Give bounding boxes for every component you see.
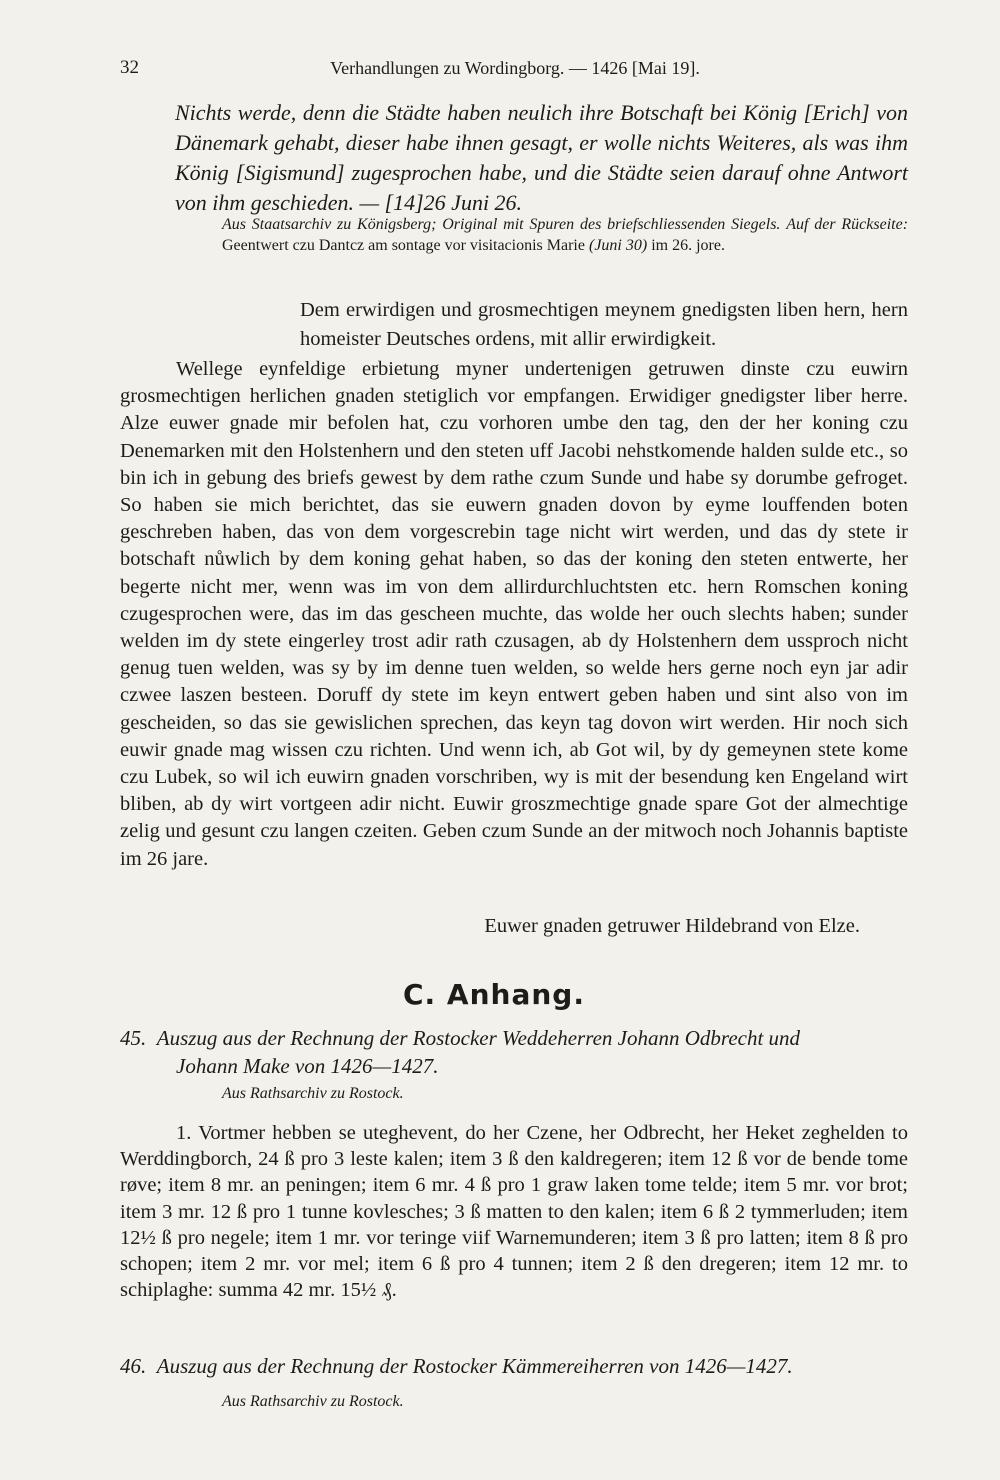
entry-46-heading [120, 1352, 908, 1380]
entry-45-text: 1. Vortmer hebben se uteghevent, do her Czene, her Odbrecht, her Heket zeghelden to Werddingborch, 24 ß pro 3 leste kalen; item 3 ß den kaldregeren; item 12 ß vor de bende tome røve; item 8 mr. an peningen; item 6 mr. 4 ß pro 1 graw laken tome telde; item 5 mr. vor brot; item 3 mr. 12 ß pro 1 tunne kovlesches; 3 ß matten to den kalen; item 6 ß 2 tymmerluden; item 12½ ß pro negele; item 1 mr. vor teringe viif Warnemunderen; item 3 ß pro latten; item 8 ß pro schopen; item 2 mr. vor mel; item 6 ß pro 4 tunnen; item 2 ß den dregeren; item 12 mr. to schiplaghe: summa 42 mr. 15½ ₰. [120, 1122, 908, 1302]
source-archive: Aus Staatsarchiv zu Königsberg; Original mit Spuren des briefschliessenden Siegels. [222, 216, 781, 233]
entry-45-title-line2: Johann Make von 1426—1427. [176, 1054, 439, 1078]
letter-address: Dem erwirdigen und grosmechtigen meynem gnedigsten liben hern, hern homeister Deutsches ordens, mit allir erwirdigkeit. [300, 299, 908, 350]
regest-summary: Nichts werde, denn die Städte haben neulich ihre Botschaft bei König [Erich] von Dänemark gehabt, dieser habe ihnen gesagt, er wolle nichts Weiteres, als was ihm König [Sigismund] zugesprochen habe, und die Städte seien darauf ohne Antwort von ihm geschieden. — [14]26 Juni 26. [175, 100, 908, 215]
source-reverse-date: (Juni 30) [588, 237, 648, 254]
running-head: Verhandlungen zu Wordingborg. — 1426 [Mai 19]. [330, 58, 700, 78]
entry-46-source: Aus Rathsarchiv zu Rostock. [222, 1393, 404, 1410]
entry-45-number: 45. [120, 1026, 147, 1050]
entry-45-title-line1 [120, 1024, 908, 1052]
entry-45-title: Auszug aus der Rechnung der Rostocker Weddeherren Johann Odbrecht und [156, 1026, 801, 1050]
entry-46-title: Auszug aus der Rechnung der Rostocker Kämmereiherren von 1426—1427. [156, 1354, 793, 1378]
source-reverse-label: Auf der Rückseite: [786, 216, 909, 233]
page-number: 32 [120, 57, 139, 78]
source-reverse-text: Geentwert czu Dantcz am sontage vor visitacionis Marie [222, 237, 585, 254]
source-reverse-tail: im 26. jore. [651, 237, 725, 254]
letter-body: Wellege eynfeldige erbietung myner undertenigen getruwen dinste czu euwirn grosmechtigen herlichen gnaden stetiglich vor empfangen. Erwidiger gnedigster liber herre. Alze euwer gnade mir befolen hat, czu vorhoren umbe den tag, den der her koning czu Denemarken mit den Holstenhern und den steten uff Jacobi nehstkomende halden sulde etc., so bin ich in gebung des briefs gewest by dem rathe czum Sunde und habe sy dorumbe gefroget. So haben sie mich berichtet, das sie euwern gnaden dovon by eyme louffenden boten geschreben haben, das von dem vorgescrebin tage nicht wirt werden, und das dy stete ir botschaft nůwlich by dem koning gehat haben, so das der koning den steten entwerte, her begerte nicht mer, wenn was im von dem allirdurchluchtsten etc. hern Romschen koning czugesprochen were, das im das gescheen muchte, das wolde her ouch slechts haben; sunder welden im dy stete eingerley trost adir rath czusagen, ab dy Holstenhern dem ussproch nicht genug tuen welden, was sy by im denne tuen welden, so welde hers gerne noch eyn jar adir czwee laszen besteen. Doruff dy stete im keyn entwert geben haben und sint also von im gescheiden, so das sie gewislichen sprechen, das keyn tag dovon wirt werden. Hir noch sich euwir gnade mag wissen czu richten. Und wenn ich, ab Got wil, by dy gemeynen stete kome czu Lubek, so wil ich euwirn gnaden vorschriben, wy is mit der besendung ken Engeland wirt bliben, ab dy wirt vortgeen adir nicht. Euwir groszmechtige gnade spare Got der almechtige zelig und gesunt czu langen czeiten. Geben czum Sunde an der mitwoch noch Johannis baptiste im 26 jare. [120, 358, 908, 870]
entry-45-heading [120, 1024, 908, 1080]
section-title: C. Anhang. [403, 978, 585, 1011]
entry-46-number: 46. [120, 1354, 147, 1378]
entry-45-source: Aus Rathsarchiv zu Rostock. [222, 1085, 404, 1102]
letter-signature: Euwer gnaden getruwer Hildebrand von Elze. [484, 915, 860, 937]
source-note [120, 214, 908, 256]
